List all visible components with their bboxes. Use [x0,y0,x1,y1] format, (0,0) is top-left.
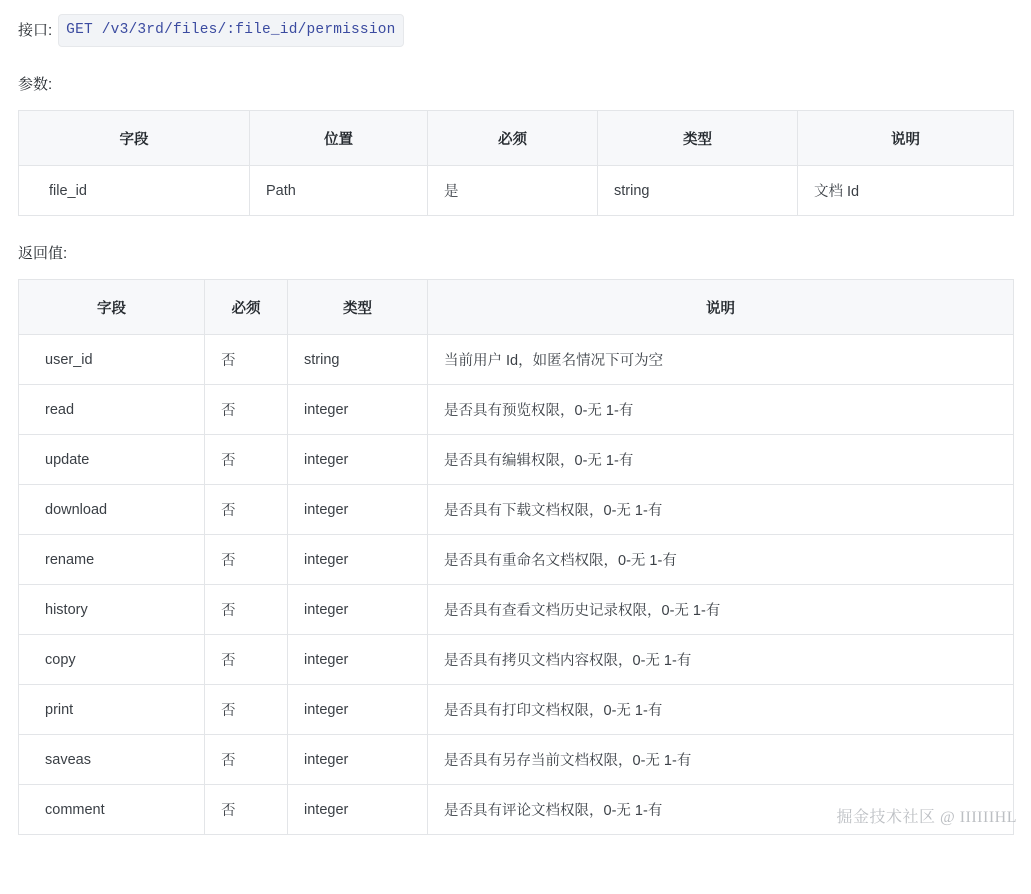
params-cell-required: 是 [428,166,598,216]
returns-cell-required: 否 [205,785,288,835]
returns-cell-description: 是否具有编辑权限，0-无 1-有 [428,435,1014,485]
params-header-cell: 位置 [250,111,428,166]
returns-cell-required: 否 [205,635,288,685]
returns-cell-required: 否 [205,535,288,585]
api-endpoint-line [18,14,1013,47]
returns-cell-description: 是否具有重命名文档权限，0-无 1-有 [428,535,1014,585]
returns-cell-required: 否 [205,585,288,635]
table-row [19,385,1014,435]
returns-cell-field: print [19,685,205,735]
returns-cell-type: integer [288,535,428,585]
returns-header-cell: 必须 [205,280,288,335]
returns-cell-required: 否 [205,685,288,735]
returns-cell-field: copy [19,635,205,685]
returns-cell-description: 是否具有查看文档历史记录权限，0-无 1-有 [428,585,1014,635]
returns-cell-description: 是否具有另存当前文档权限，0-无 1-有 [428,735,1014,785]
returns-cell-type: integer [288,435,428,485]
returns-header-cell: 字段 [19,280,205,335]
table-header-row [19,280,1014,335]
returns-cell-required: 否 [205,485,288,535]
params-cell-location: Path [250,166,428,216]
returns-cell-type: integer [288,735,428,785]
returns-cell-type: integer [288,585,428,635]
returns-cell-type: integer [288,785,428,835]
params-header-cell: 类型 [598,111,798,166]
params-header-cell: 说明 [798,111,1014,166]
params-cell-field: file_id [19,166,250,216]
returns-cell-type: string [288,335,428,385]
returns-cell-required: 否 [205,335,288,385]
returns-cell-type: integer [288,385,428,435]
returns-cell-description: 当前用户 Id，如匿名情况下可为空 [428,335,1014,385]
returns-cell-field: download [19,485,205,535]
returns-cell-required: 否 [205,435,288,485]
table-row [19,585,1014,635]
watermark: 掘金技术社区 @ IIIIIIHL [836,809,1017,826]
returns-cell-type: integer [288,685,428,735]
returns-cell-description: 是否具有评论文档权限，0-无 1-有 [428,785,1014,835]
returns-header-cell: 类型 [288,280,428,335]
table-header-row [19,111,1014,166]
returns-section-label: 返回值: [18,245,68,262]
table-row [19,735,1014,785]
api-label: 接口: [18,21,53,39]
returns-cell-type: integer [288,635,428,685]
table-row [19,785,1014,835]
returns-cell-field: rename [19,535,205,585]
returns-cell-field: read [19,385,205,435]
table-row [19,635,1014,685]
params-section-label: 参数: [18,76,53,93]
returns-cell-description: 是否具有下载文档权限，0-无 1-有 [428,485,1014,535]
table-row [19,166,1014,216]
params-header-cell: 必须 [428,111,598,166]
returns-cell-required: 否 [205,385,288,435]
returns-cell-type: integer [288,485,428,535]
returns-cell-field: update [19,435,205,485]
returns-header-cell: 说明 [428,280,1014,335]
returns-cell-required: 否 [205,735,288,785]
params-cell-description: 文档 Id [798,166,1014,216]
table-row [19,685,1014,735]
api-endpoint-code: GET /v3/3rd/files/:file_id/permission [58,14,403,47]
table-row [19,535,1014,585]
returns-cell-description: 是否具有拷贝文档内容权限，0-无 1-有 [428,635,1014,685]
returns-cell-description: 是否具有打印文档权限，0-无 1-有 [428,685,1014,735]
returns-cell-field: saveas [19,735,205,785]
returns-cell-field: comment [19,785,205,835]
table-row [19,335,1014,385]
params-header-cell: 字段 [19,111,250,166]
returns-cell-description: 是否具有预览权限，0-无 1-有 [428,385,1014,435]
returns-table [18,279,1014,835]
params-table [18,110,1014,216]
returns-cell-field: history [19,585,205,635]
table-row [19,485,1014,535]
returns-cell-field: user_id [19,335,205,385]
params-cell-type: string [598,166,798,216]
table-row [19,435,1014,485]
